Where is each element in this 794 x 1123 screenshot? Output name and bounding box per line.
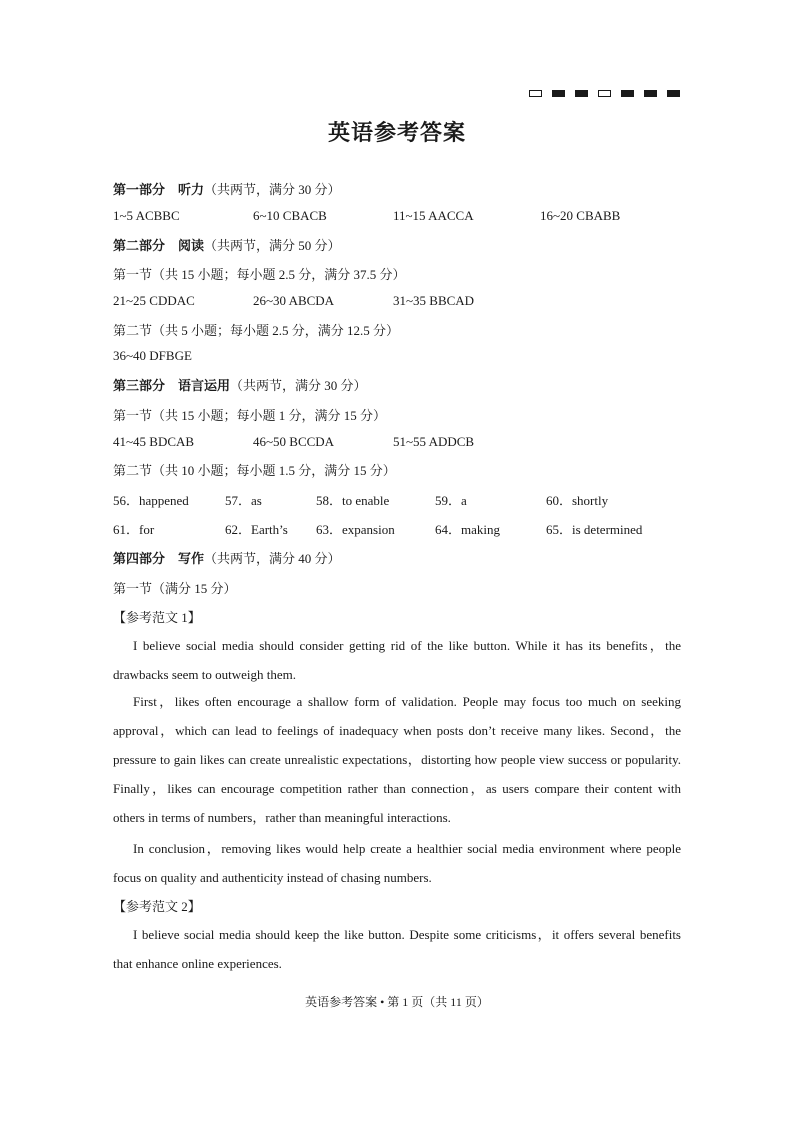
part3-sec1-title: 第一节（共 15 小题；每小题 1 分，满分 15 分） <box>113 408 387 423</box>
part4-heading: 第四部分 写作 <box>113 551 205 566</box>
fill-answer-58: 58．to enable <box>316 493 390 508</box>
part2-note: （共两节，满分 50 分） <box>204 238 341 253</box>
part1-answer-1: 1~5 ACBBC <box>113 208 180 223</box>
part2-header <box>113 235 341 254</box>
part4-note: （共两节，满分 40 分） <box>204 551 341 566</box>
sample2-label: 【参考范文 2】 <box>113 899 201 914</box>
part2-sec1-answer-2: 26~30 ABCDA <box>253 293 335 308</box>
fill-answer-63: 63．expansion <box>316 522 395 537</box>
part3-note: （共两节，满分 30 分） <box>230 378 367 393</box>
part3-sec1-answer-3: 51~55 ADDCB <box>393 434 475 449</box>
part3-sec2-title: 第二节（共 10 小题；每小题 1.5 分，满分 15 分） <box>113 463 396 478</box>
part2-sec2-answer-1: 36~40 DFBGE <box>113 348 192 363</box>
page-title: 英语参考答案 <box>327 120 466 145</box>
part2-heading: 第二部分 阅读 <box>113 238 205 253</box>
sample1-paragraph-2: First，likes often encourage a shallow form of validation. People may focus too much on seeking approval，which can lead to feelings of inadequacy when posts don’t receive many likes. Second，the pressure to gain likes can create unrealistic expectations，distorting how people view success or popularity. Finally，likes can encourage competition rather than connection，as users compare their content with others in terms of numbers，rather than meaningful interactions. <box>113 694 681 825</box>
fill-answer-61: 61．for <box>113 522 155 537</box>
corner-mark-2 <box>552 90 565 97</box>
corner-mark-1 <box>529 90 542 97</box>
part3-sec1-answer-2: 46~50 BCCDA <box>253 434 335 449</box>
fill-answer-64: 64．making <box>435 522 500 537</box>
fill-answer-56: 56．happened <box>113 493 189 508</box>
part3-sec1-answer-1: 41~45 BDCAB <box>113 434 195 449</box>
corner-mark-7 <box>667 90 680 97</box>
part2-sec1-title: 第一节（共 15 小题；每小题 2.5 分，满分 37.5 分） <box>113 267 406 282</box>
part2-sec2-title: 第二节（共 5 小题；每小题 2.5 分，满分 12.5 分） <box>113 323 400 338</box>
part1-answer-4: 16~20 CBABB <box>540 208 621 223</box>
sample1-paragraph-3: In conclusion，removing likes would help create a healthier social media environment where people focus on quality and authenticity instead of chasing numbers. <box>113 841 681 885</box>
corner-mark-4 <box>598 90 611 97</box>
fill-answer-65: 65．is determined <box>546 522 643 537</box>
part2-sec1-answer-1: 21~25 CDDAC <box>113 293 195 308</box>
part3-heading: 第三部分 语言运用 <box>113 378 231 393</box>
part2-sec1-answer-3: 31~35 BBCAD <box>393 293 475 308</box>
corner-mark-5 <box>621 90 634 97</box>
sample1-label: 【参考范文 1】 <box>113 610 201 625</box>
corner-mark-3 <box>575 90 588 97</box>
fill-answer-62: 62．Earth’s <box>225 522 288 537</box>
part1-answer-2: 6~10 CBACB <box>253 208 327 223</box>
corner-mark-6 <box>644 90 657 97</box>
part1-heading: 第一部分 听力 <box>113 182 205 197</box>
part1-header <box>113 179 341 198</box>
part3-header <box>113 375 367 394</box>
page-footer: 英语参考答案 • 第 1 页（共 11 页） <box>305 995 489 1009</box>
fill-answer-59: 59．a <box>435 493 467 508</box>
part1-answer-3: 11~15 AACCA <box>393 208 474 223</box>
fill-answer-60: 60．shortly <box>546 493 609 508</box>
part4-sec1-title: 第一节（满分 15 分） <box>113 581 237 596</box>
part4-header <box>113 548 341 567</box>
sample1-paragraph-1: I believe social media should consider getting rid of the like button. While it has its benefits，the drawbacks seem to outweigh them. <box>113 638 681 682</box>
sample2-paragraph-1: I believe social media should keep the like button. Despite some criticisms，it offers several benefits that enhance online experiences. <box>113 927 681 971</box>
fill-answer-57: 57．as <box>225 493 262 508</box>
part1-note: （共两节，满分 30 分） <box>204 182 341 197</box>
